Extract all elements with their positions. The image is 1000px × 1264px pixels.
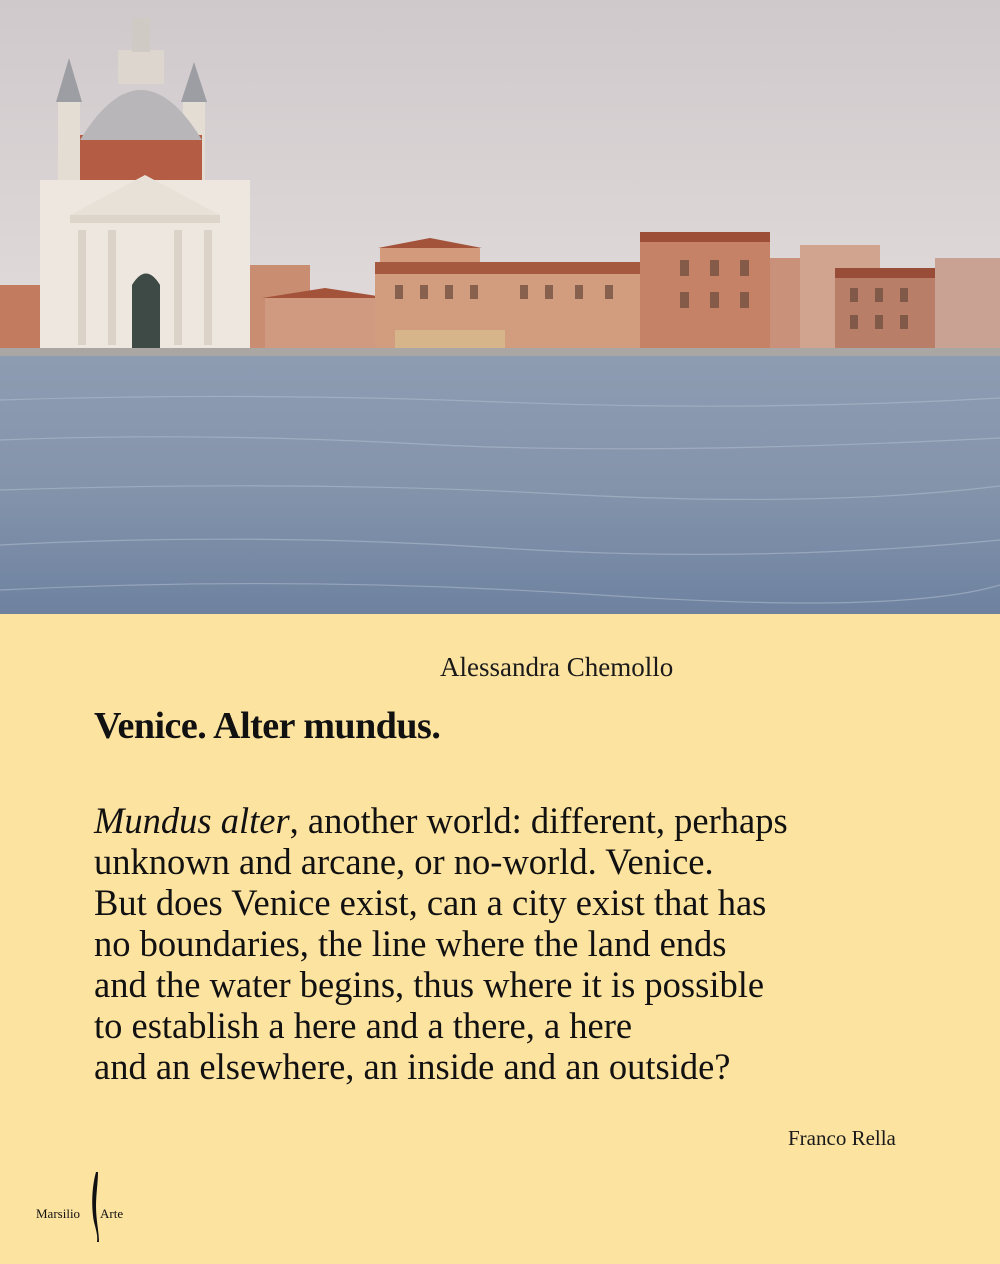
quote-line-1-rest: , another world: different, perhaps <box>289 800 788 841</box>
quote-attribution: Franco Rella <box>788 1126 896 1150</box>
quote-line: to establish a here and a there, a here <box>94 1005 633 1046</box>
cover-quote <box>94 800 954 1087</box>
quote-italic-lead: Mundus alter <box>94 800 290 841</box>
quote-line: and the water begins, thus where it is possible <box>94 964 765 1005</box>
publisher-name-left: Marsilio <box>36 1206 81 1221</box>
quote-line: and an elsewhere, an inside and an outside? <box>94 1046 731 1087</box>
lagoon-water <box>0 356 1000 614</box>
quote-line: no boundaries, the line where the land ends <box>94 923 727 964</box>
author-name: Alessandra Chemollo <box>440 652 674 682</box>
publisher-logo <box>36 1166 146 1244</box>
quote-line: But does Venice exist, can a city exist that has <box>94 882 767 923</box>
quote-line: unknown and arcane, or no-world. Venice. <box>94 841 714 882</box>
book-title: Venice. Alter mundus. <box>94 705 441 747</box>
quote-line <box>94 800 954 841</box>
publisher-name-right: Arte <box>100 1206 124 1221</box>
publisher-mark-icon <box>36 1166 146 1244</box>
cover-photo <box>0 0 1000 614</box>
